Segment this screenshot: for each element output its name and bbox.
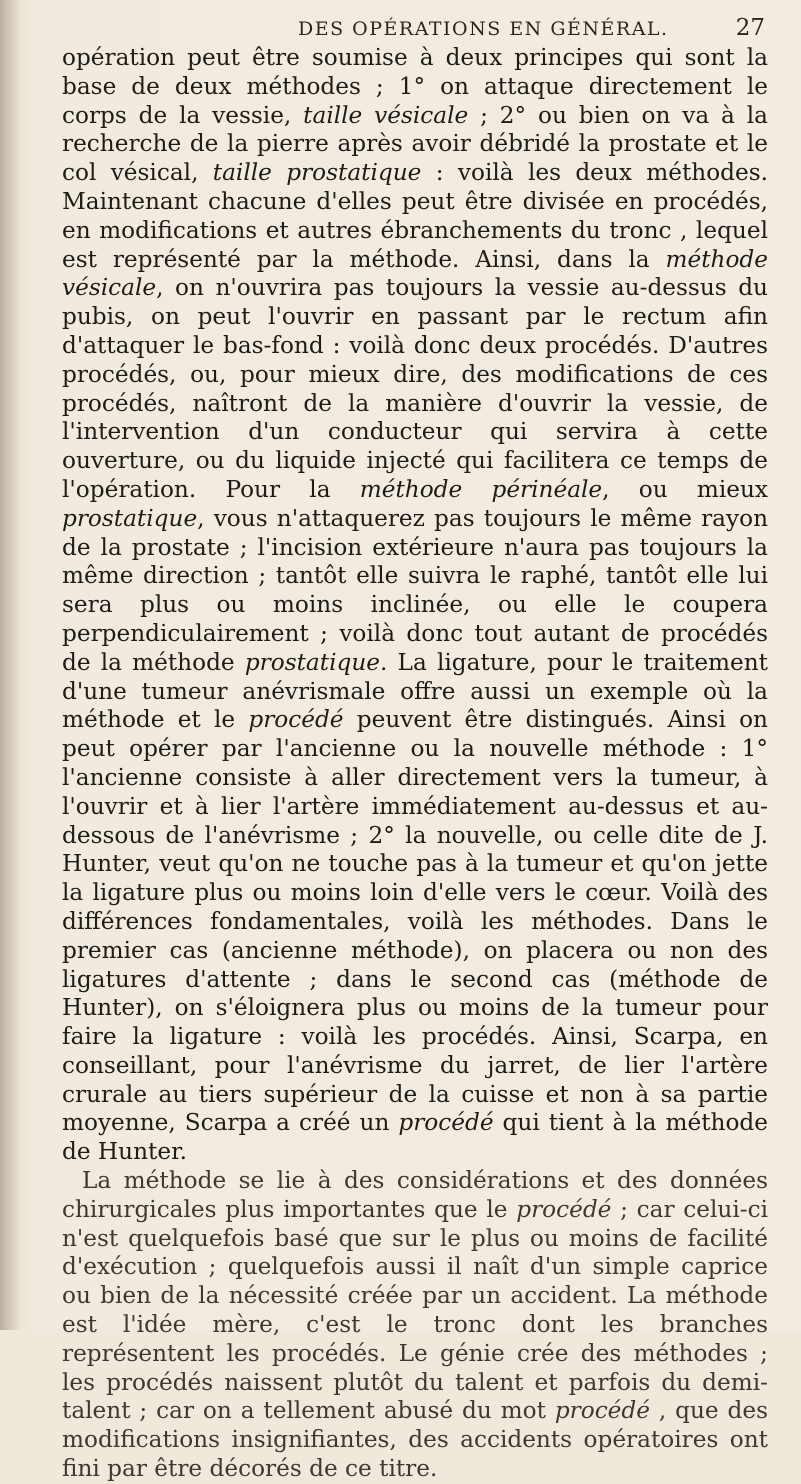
running-head: DES OPÉRATIONS EN GÉNÉRAL.	[298, 18, 669, 40]
paragraph-2: La méthode se lie à des considérations et des données chirurgicales plus importantes que le procédé ; car celui-ci n'est quelquefois basé que sur le plus ou moins de facilité d'exécution ; quelquefois aussi il naît d'un simple caprice ou bien de la nécessité créée par un accident. La méthode est l'idée mère, c'est le tronc dont les branches représentent les procédés. Le génie crée des méthodes ; les procédés naissent plutôt du talent et parfois du demi-talent ; car on a tellement abusé du mot procédé , que des modifications insignifiantes, des accidents opératoires ont fini par être décorés de ce titre.	[62, 1167, 769, 1483]
binding-gutter	[0, 0, 20, 1330]
page-body	[62, 44, 768, 1484]
page-number: 27	[735, 15, 765, 41]
paragraph-1: opération peut être soumise à deux principes qui sont la base de deux méthodes ; 1° on attaque directement le corps de la vessie, taille vésicale ; 2° ou bien on va à la recherche de la pierre après avoir débridé la prostate et le col vésical, taille prostatique : voilà les deux méthodes. Maintenant chacune d'elles peut être divisée en procédés, en modifications et autres ébranchements du tronc , lequel est représenté par la méthode. Ainsi, dans la méthode vésicale, on n'ouvrira pas toujours la vessie au-dessus du pubis, on peut l'ouvrir en passant par le rectum afin d'attaquer le bas-fond : voilà donc deux procédés. D'autres procédés, ou, pour mieux dire, des modifications de ces procédés, naîtront de la manière d'ouvrir la vessie, de l'intervention d'un conducteur qui servira à cette ouverture, ou du liquide injecté qui facilitera ce temps de l'opération. Pour la méthode périnéale, ou mieux prostatique, vous n'attaquerez pas toujours le même rayon de la prostate ; l'incision extérieure n'aura pas toujours la même direction ; tantôt elle suivra le raphé, tantôt elle lui sera plus ou moins inclinée, ou elle le coupera perpendiculairement ; voilà donc tout autant de procédés de la méthode prostatique. La ligature, pour le traitement d'une tumeur anévrismale offre aussi un exemple où la méthode et le procédé peuvent être distingués. Ainsi on peut opérer par l'ancienne ou la nouvelle méthode : 1° l'ancienne consiste à aller directement vers la tumeur, à l'ouvrir et à lier l'artère immédiatement au-dessus et au-dessous de l'anévrisme ; 2° la nouvelle, ou celle dite de J. Hunter, veut qu'on ne touche pas à la tumeur et qu'on jette la ligature plus ou moins loin d'elle vers le cœur. Voilà des différences fondamentales, voilà les méthodes. Dans le premier cas (ancienne méthode), on placera ou non des ligatures d'attente ; dans le second cas (méthode de Hunter), on s'éloignera plus ou moins de la tumeur pour faire la ligature : voilà les procédés. Ainsi, Scarpa, en conseillant, pour l'anévrisme du jarret, de lier l'artère crurale au tiers supérieur de la cuisse et non à sa partie moyenne, Scarpa a créé un procédé qui tient à la méthode de Hunter.	[62, 44, 769, 1166]
page-header	[52, 10, 773, 42]
